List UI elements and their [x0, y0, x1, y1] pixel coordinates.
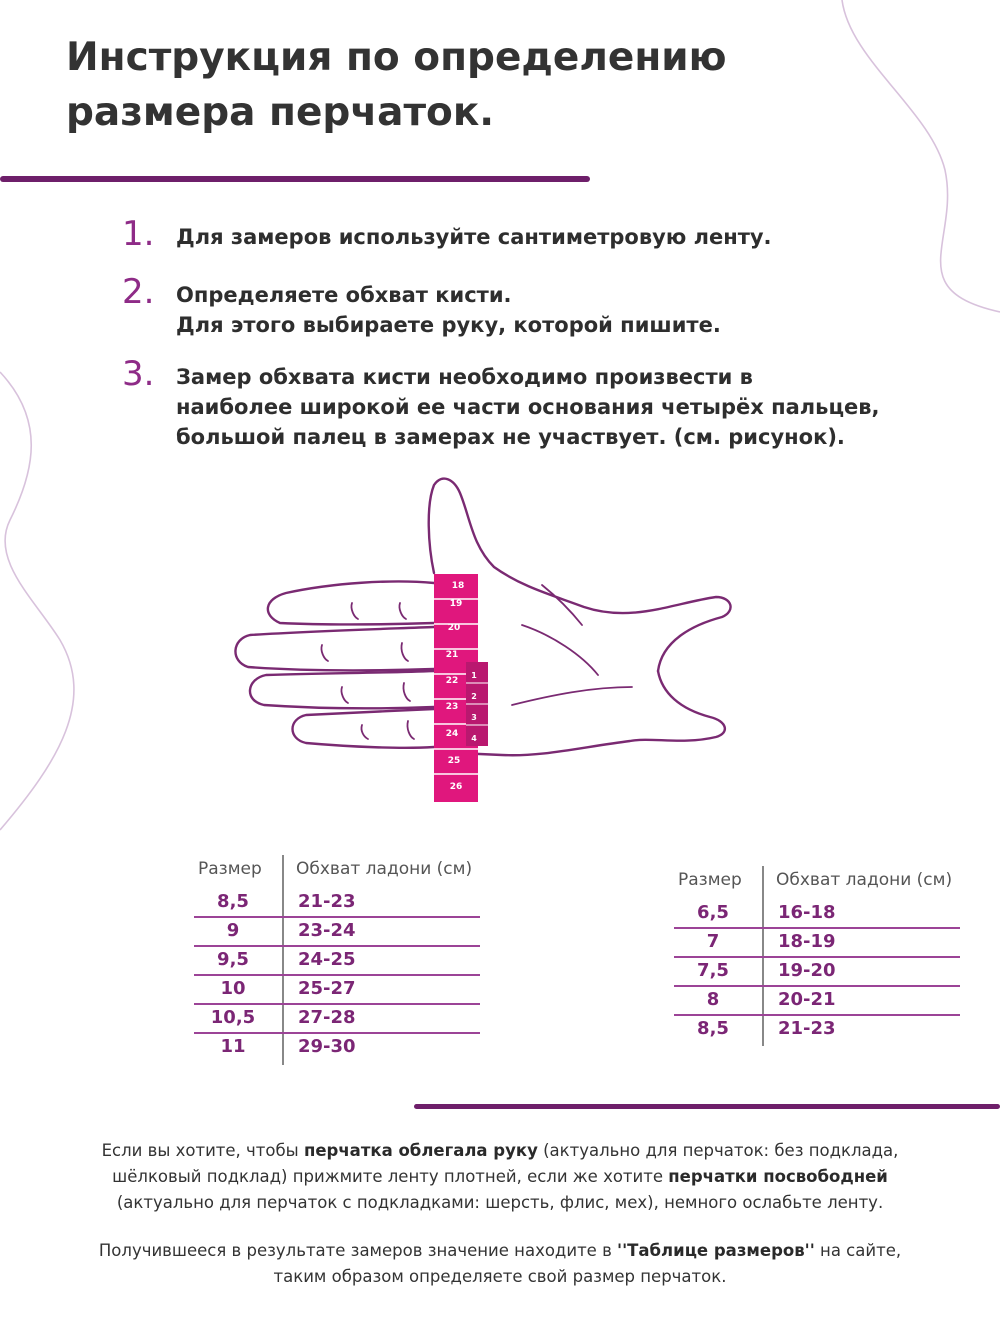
table-row: 8 20-21 — [674, 987, 966, 1016]
table-header — [194, 855, 486, 889]
tape-side-mark: 3 — [471, 713, 477, 722]
step-text: Замер обхвата кисти необходимо произвести в наиболее широкой ее части основания четырёх пальцев, большой палец в замерах не участвует. (см. рисунок). — [176, 365, 880, 449]
header-girth: Обхват ладони (см) — [776, 870, 953, 890]
size-table-right — [674, 866, 966, 1045]
header-girth: Обхват ладони (см) — [296, 859, 473, 879]
tape-side-mark: 4 — [471, 734, 477, 743]
size-table-left — [194, 855, 486, 1063]
step-text: Для замеров используйте сантиметровую ленту. — [176, 225, 772, 249]
table-row: 8,5 21-23 — [194, 889, 486, 918]
table-row: 6,5 16-18 — [674, 900, 966, 929]
tape-side-mark: 1 — [471, 671, 477, 680]
title-divider — [0, 176, 590, 182]
tape-mark: 21 — [445, 650, 459, 660]
tape-mark: 20 — [447, 623, 461, 633]
page-title: Инструкция по определению размера перчаток. — [66, 35, 727, 135]
size-table-note: Получившееся в результате замеров значение находите в ''Таблице размеров'' на сайте, таким образом определяете свой размер перчаток. — [98, 1241, 902, 1286]
table-row: 7 18-19 — [674, 929, 966, 958]
tape-side-mark: 2 — [471, 692, 477, 701]
tape-mark: 22 — [445, 676, 459, 686]
step-text: Определяете обхват кисти. Для этого выбираете руку, которой пишите. — [176, 283, 721, 337]
tape-mark: 18 — [451, 581, 465, 591]
notes-divider — [414, 1104, 1000, 1109]
table-row: 10,5 27-28 — [194, 1005, 486, 1034]
table-row: 9 23-24 — [194, 918, 486, 947]
step-number: 2. — [122, 272, 155, 312]
tape-mark: 26 — [449, 782, 463, 792]
step-number: 3. — [122, 354, 155, 394]
hand-measure-illustration — [222, 475, 752, 810]
table-row: 11 29-30 — [220, 1036, 356, 1057]
header-size: Размер — [678, 870, 742, 890]
step-number: 1. — [122, 214, 155, 254]
tape-mark: 25 — [447, 756, 461, 766]
tape-mark: 23 — [445, 702, 459, 712]
fit-note: Если вы хотите, чтобы перчатка облегала руку (актуально для перчаток: без подклада, шёлковый подклад) прижмите ленту плотней, если же хотите перчатки посвободней (актуально для перчаток с подкладками: шерсть, флис, мех), немного ослабьте ленту. — [101, 1141, 899, 1212]
tape-mark: 19 — [449, 599, 463, 609]
table-row: 8,5 21-23 — [697, 1018, 836, 1039]
header-size: Размер — [198, 859, 262, 879]
table-header — [674, 866, 966, 900]
table-row: 7,5 19-20 — [674, 958, 966, 987]
tape-mark: 24 — [445, 729, 459, 739]
table-row: 9,5 24-25 — [194, 947, 486, 976]
table-row: 10 25-27 — [194, 976, 486, 1005]
